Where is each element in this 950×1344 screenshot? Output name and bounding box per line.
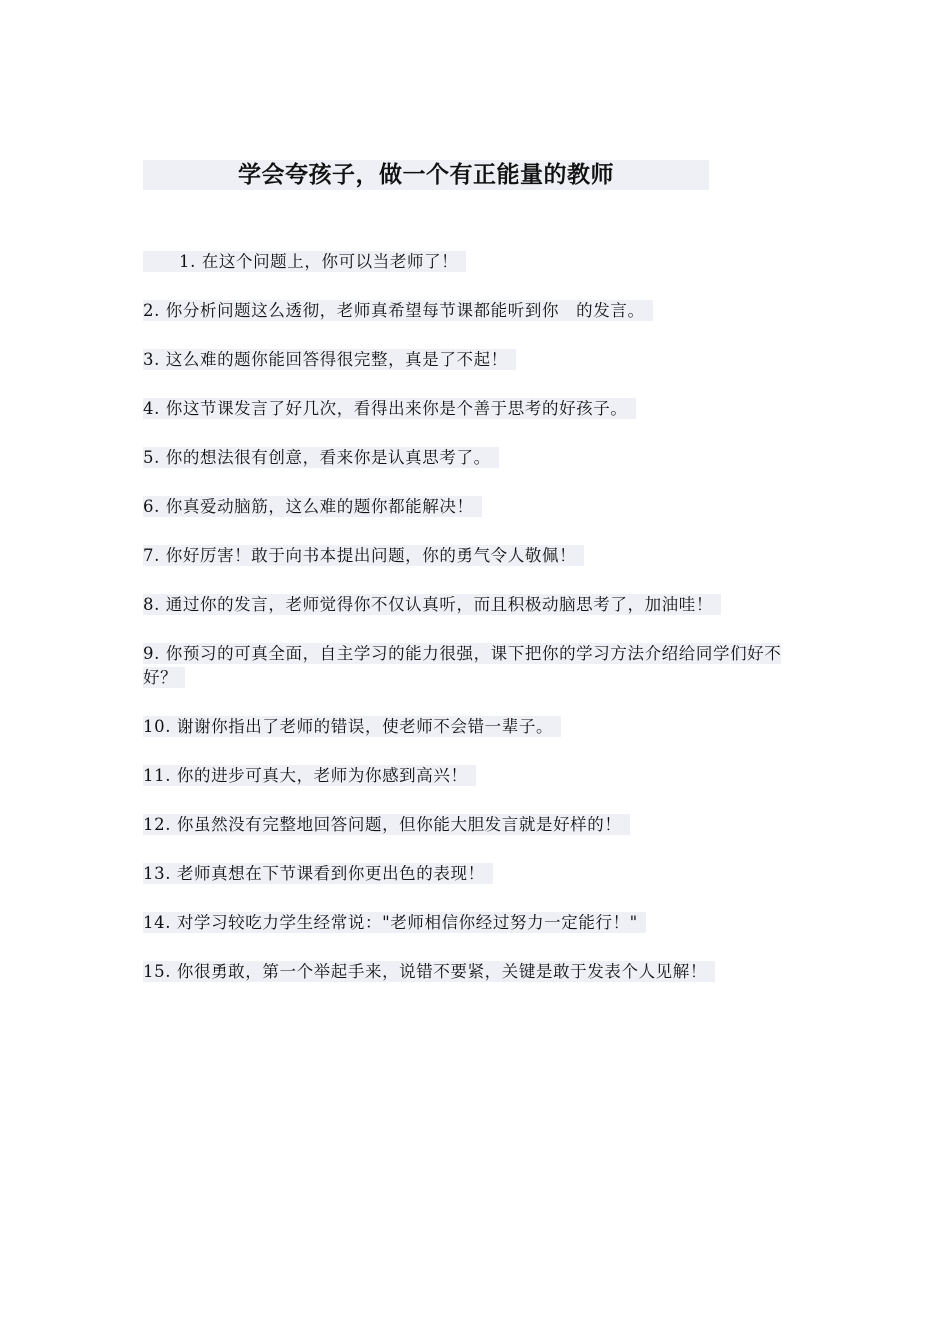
list-item-text: 7. 你好厉害！敢于向书本提出问题，你的勇气令人敬佩！ xyxy=(143,545,584,566)
list-item-text: 13. 老师真想在下节课看到你更出色的表现！ xyxy=(143,863,493,884)
list-item xyxy=(143,642,813,690)
list-item xyxy=(143,593,813,617)
list-item xyxy=(143,348,813,372)
list-item xyxy=(143,250,813,274)
list-item xyxy=(143,397,813,421)
list-item-text: 8. 通过你的发言，老师觉得你不仅认真听，而且积极动脑思考了，加油哇！ xyxy=(143,594,721,615)
list-item xyxy=(143,911,813,935)
list-item xyxy=(143,715,813,739)
list-item xyxy=(143,764,813,788)
list-item-text: 2. 你分析问题这么透彻，老师真希望每节课都能听到你 的发言。 xyxy=(143,300,653,321)
list-item xyxy=(143,544,813,568)
praise-list xyxy=(143,250,813,1009)
list-item-text: 4. 你这节课发言了好几次，看得出来你是个善于思考的好孩子。 xyxy=(143,398,636,419)
list-item xyxy=(143,495,813,519)
list-item-text: 12. 你虽然没有完整地回答问题，但你能大胆发言就是好样的！ xyxy=(143,814,630,835)
list-item-text: 6. 你真爱动脑筋，这么难的题你都能解决！ xyxy=(143,496,482,517)
list-item-text: 5. 你的想法很有创意，看来你是认真思考了。 xyxy=(143,447,499,468)
list-item xyxy=(143,299,813,323)
list-item-text: 3. 这么难的题你能回答得很完整，真是了不起！ xyxy=(143,349,516,370)
document-title: 学会夸孩子，做一个有正能量的教师 xyxy=(238,162,614,188)
list-item xyxy=(143,862,813,886)
list-item-text: 11. 你的进步可真大，老师为你感到高兴！ xyxy=(143,765,476,786)
list-item-text: 15. 你很勇敢，第一个举起手来，说错不要紧，关键是敢于发表个人见解！ xyxy=(143,961,715,982)
list-item-text: 1. 在这个问题上，你可以当老师了！ xyxy=(143,251,466,272)
list-item xyxy=(143,960,813,984)
list-item xyxy=(143,813,813,837)
list-item-text: 9. 你预习的可真全面，自主学习的能力很强，课下把你的学习方法介绍给同学们好不好？ xyxy=(143,644,782,687)
list-item-text: 14. 对学习较吃力学生经常说："老师相信你经过努力一定能行！" xyxy=(143,912,646,933)
list-item xyxy=(143,446,813,470)
list-item-text: 10. 谢谢你指出了老师的错误，使老师不会错一辈子。 xyxy=(143,716,561,737)
